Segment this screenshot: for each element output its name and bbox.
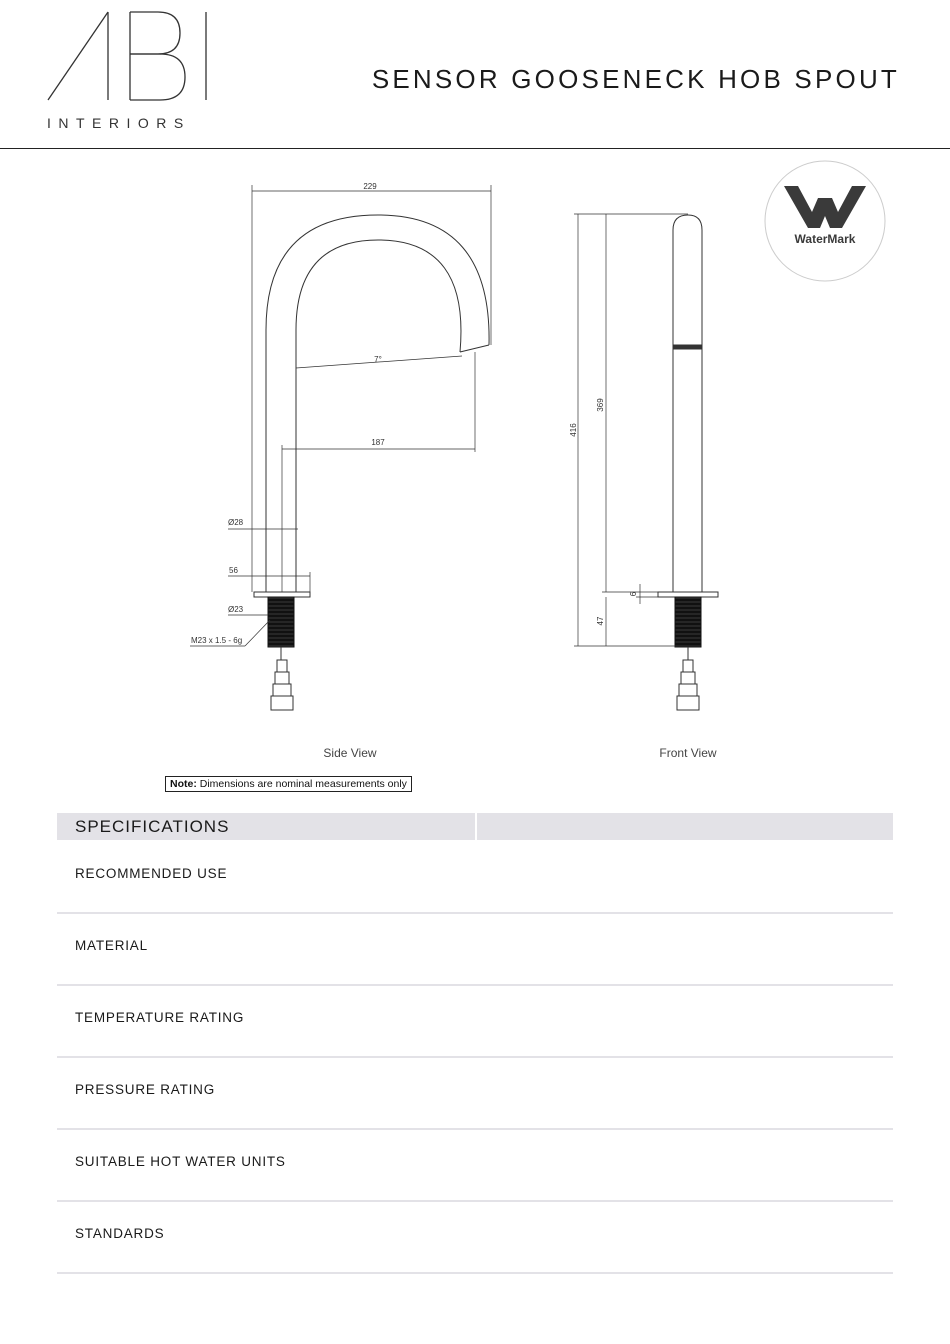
header-column-divider: [475, 813, 477, 840]
dim-416: 416: [569, 423, 578, 437]
dim-47: 47: [596, 616, 605, 626]
front-view-label: Front View: [659, 746, 717, 760]
spec-row-pressure-rating: [57, 1056, 893, 1130]
watermark-badge: [765, 161, 885, 281]
dim-dia-23: Ø23: [228, 605, 244, 614]
spec-row-recommended-use: [57, 840, 893, 914]
specifications-header: [57, 813, 893, 840]
front-view: [574, 214, 718, 710]
header-divider: [0, 148, 950, 149]
watermark-label: WaterMark: [794, 232, 856, 246]
spec-row-temperature-rating: [57, 984, 893, 1058]
dim-187: 187: [371, 438, 385, 447]
spec-label: PRESSURE RATING: [75, 1082, 216, 1097]
dim-6: 6: [629, 591, 638, 597]
dim-369: 369: [596, 398, 605, 412]
dimensions-note: [165, 776, 412, 792]
spec-label: RECOMMENDED USE: [75, 866, 228, 881]
spec-label: TEMPERATURE RATING: [75, 1010, 245, 1025]
note-text: Dimensions are nominal measurements only: [196, 778, 407, 790]
spec-label: SUITABLE HOT WATER UNITS: [75, 1154, 286, 1169]
dim-229: 229: [363, 182, 377, 191]
page-title: SENSOR GOOSENECK HOB SPOUT: [371, 64, 900, 94]
spec-label: MATERIAL: [75, 938, 148, 953]
spec-label: STANDARDS: [75, 1226, 165, 1241]
note-label: Note:: [170, 778, 197, 790]
spec-row-standards: [57, 1200, 893, 1274]
logo-subtitle: INTERIORS: [47, 115, 191, 131]
dim-56: 56: [229, 566, 238, 575]
dim-dia-28: Ø28: [228, 518, 244, 527]
side-view: [190, 185, 491, 710]
spec-row-material: [57, 912, 893, 986]
spec-row-suitable-hot-water-units: [57, 1128, 893, 1202]
side-view-label: Side View: [323, 746, 377, 760]
technical-drawing: [0, 150, 950, 810]
specifications-title: SPECIFICATIONS: [75, 817, 230, 836]
dim-angle: 7°: [374, 355, 382, 364]
dim-thread: M23 x 1.5 - 6g: [191, 636, 243, 645]
